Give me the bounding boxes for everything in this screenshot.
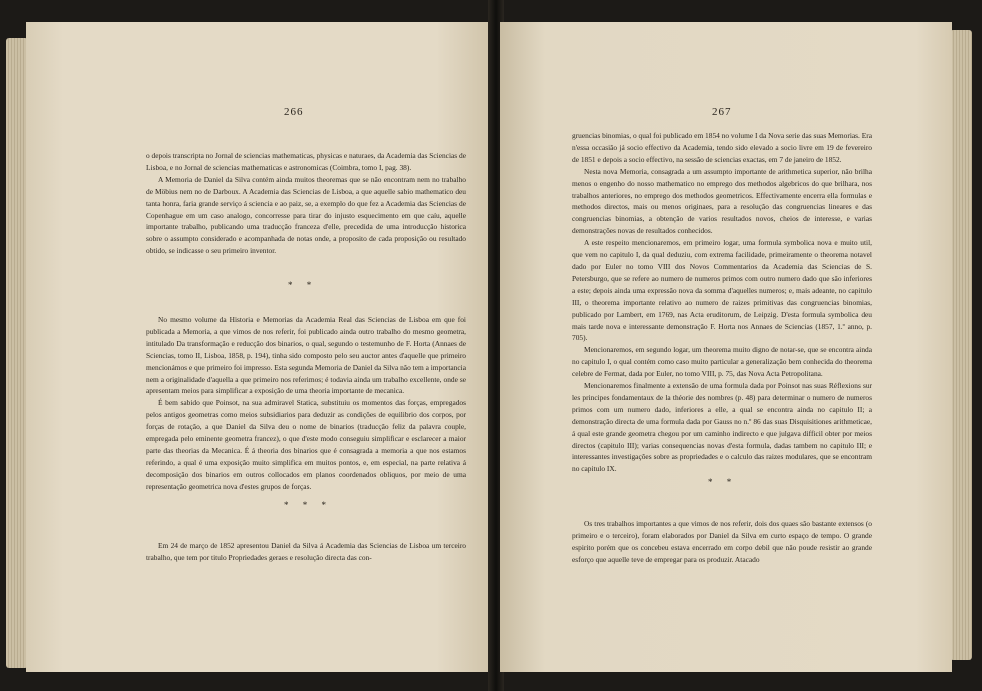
paragraph: gruencias binomias, o qual foi publicado em 1854 no volume I da Nova serie das suas Memorias. Era n'essa occasião já socio effectivo da Academia, tendo sido elevado a socio livre em 19 de fevereiro de 1851 e depois a socio effectivo, na sessão de sciencias exactas, em 7 de janeiro de 1852. (572, 131, 872, 164)
right-block-1 (572, 130, 872, 475)
paragraph: Mencionaremos, em segundo logar, um theorema muito digno de notar-se, que se encontra ainda no capitulo I, o qual contém como caso muito particular a generalização bem conhecida do theorema celebre de Fermat, dada por Euler, no tomo VIII, p. 75, das Nova Acta Petropolitana. (572, 345, 872, 379)
section-separator: * * * (284, 500, 332, 510)
paragraph: A este respeito mencionaremos, em primeiro logar, uma formula symbolica nova e muito util, que vem no capitulo I, da qual deduziu, com extrema facilidade, primeiramente o theorema notavel dado por Euler no tomo VIII dos Novos Commentarios da Academia das Sciencias de S. Petersburgo, que se refere ao numero de numeros primos com outro numero dado que são inferiores a este; depois ainda uma expressão nova da somma d'aquelles numeros; e, mais adeante, no capitulo III, o theorema importante relativo ao numero de raizes primitivas das congruencias binomias, publicado por Lambert, em 1769, nas Acta eruditorum, de Leipzig. D'esta formula symbolica deu mais tarde nova e interessante demonstração F. Horta nos Annaes de Sciencias (1857, 1.º anno, p. 705). (572, 238, 872, 343)
paragraph: A Memoria de Daniel da Silva contém ainda muitos theoremas que se não encontram nem no trabalho de Möbius nem no de Darboux. A Academia das Sciencias de Lisboa, a que aquelle sabio mathematico deu tanta honra, faria grande serviço á sciencia e ao paiz, se, a exemplo do que fez a Academia das Sciencias de Copenhague em um caso analogo, concorresse para tirar do injusto esquecimento em que caíu, aquelle importante trabalho, publicando uma traducção franceza d'elle, precedida de uma introducção historica sobre o assumpto considerado e acompanhada de notas onde, a proposito de cada proposição ou resultado obtido, se indicasse o seu primeiro inventor. (146, 174, 466, 256)
section-separator: * * (288, 280, 318, 290)
right-block-2 (572, 518, 872, 566)
paragraph: Em 24 de março de 1852 apresentou Daniel da Silva á Academia das Sciencias de Lisboa um terceiro trabalho, que tem por titulo Propriedades geraes e resolução directa das con- (146, 541, 466, 562)
left-block-2 (146, 314, 466, 493)
paragraph: É bem sabido que Poinsot, na sua admiravel Statica, substituiu os momentos das forças, empregados pelos antigos geometras como meios subsidiarios para deduzir as condições de equilibrio dos corpos, por forças de rotação, a que Daniel da Silva deu o nome de binarios (traducção feliz da palavra couple, empregada pelo eminente geometra francez), o que d'este modo conseguiu simplificar e esclarecer a maior parte das theorias da Mecanica. É á theoria dos binarios que é consagrada a memoria a que nos estamos referindo, a qual é uma exposição muito simplifica em muitos pontos, e, em especial, na parte relativa á decomposição dos binarios em outros collocados em planos coordenados obliquos, por meio de uma representação geometrica nova d'estes grupos de forças. (146, 398, 466, 491)
left-block-1 (146, 150, 466, 257)
paragraph: Mencionaremos finalmente a extensão de uma formula dada por Poinsot nas suas Réflexions sur les principes fondamentaux de la théorie des nombres (p. 48) para determinar o numero de numeros primos com um numero dado, inferiores a elle, a qual se encontra ainda no capitulo II; a demonstração directa de uma formula dada por Gauss no n.º 86 das suas Disquisitiones arithmeticae, á qual este grande geometra chegou por um caminho indirecto e que julgava difficil obter por meios directos (capitulo III); varias consequencias novas d'esta formula, dadas tambem no capitulo III; e interessantes investigações sobre as propriedades e o calculo das raizes modulares, que se encontram no capitulo IX. (572, 381, 872, 474)
left-block-3 (146, 540, 466, 564)
left-page-edges (6, 38, 28, 668)
page-number: 267 (712, 106, 732, 118)
paragraph: o depois transcripta no Jornal de sciencias mathematicas, physicas e naturaes, da Academia das Sciencias de Lisboa, e no Jornal de sciencias mathematicas e astronomicas (Coimbra, tomo I, pag. 38). (146, 151, 466, 172)
page-number: 266 (284, 106, 304, 118)
paragraph: Nesta nova Memoria, consagrada a um assumpto importante de arithmetica superior, não brilha menos o engenho do nosso mathematico no emprego dos methodos algebricos do que brilhara, nos trabalhos anteriores, no emprego dos methodos geometricos. Effectivamente encerra ella formulas e methodos directos, mais ou menos originaes, para a resolução das congruencias lineares e das congruencias binomias, a obtenção de varios resultados novos, cheios de interesse, e varias demonstrações novas de resultados conhecidos. (572, 166, 872, 236)
right-page (500, 22, 952, 672)
section-separator: * * (708, 477, 738, 487)
right-page-edges (950, 30, 972, 660)
left-page (26, 22, 492, 672)
paragraph: No mesmo volume da Historia e Memorias da Academia Real das Sciencias de Lisboa em que foi publicada a Memoria, a que vimos de nos referir, foi publicado ainda outro trabalho do mesmo geometra, intitulado Da transformação e reducção dos binarios, o qual, segundo o testemunho de F. Horta (Annaes de Sciencias, tomo II, Lisboa, 1858, p. 194), tinha sido composto pelo seu auctor antes d'aquelle que primeiro mencionámos e que primeiro foi impresso. Esta segunda Memoria de Daniel da Silva não tem a importancia nem a originalidade d'aquella a que primeiro nos referimos; é todavia ainda um trabalho excellente, onde se apresentam meios para simplificar a exposição de uma theoria importante de mecanica. (146, 315, 466, 396)
paragraph: Os tres trabalhos importantes a que vimos de nos referir, dois dos quaes são bastante extensos (o primeiro e o terceiro), foram elaborados por Daniel da Silva em curto espaço de tempo. O grande espirito porém que os concebeu estava encerrado em corpo debil que não poude resistir ao grande esforço que aquelle teve de empregar para os produzir. Atacado (572, 519, 872, 564)
